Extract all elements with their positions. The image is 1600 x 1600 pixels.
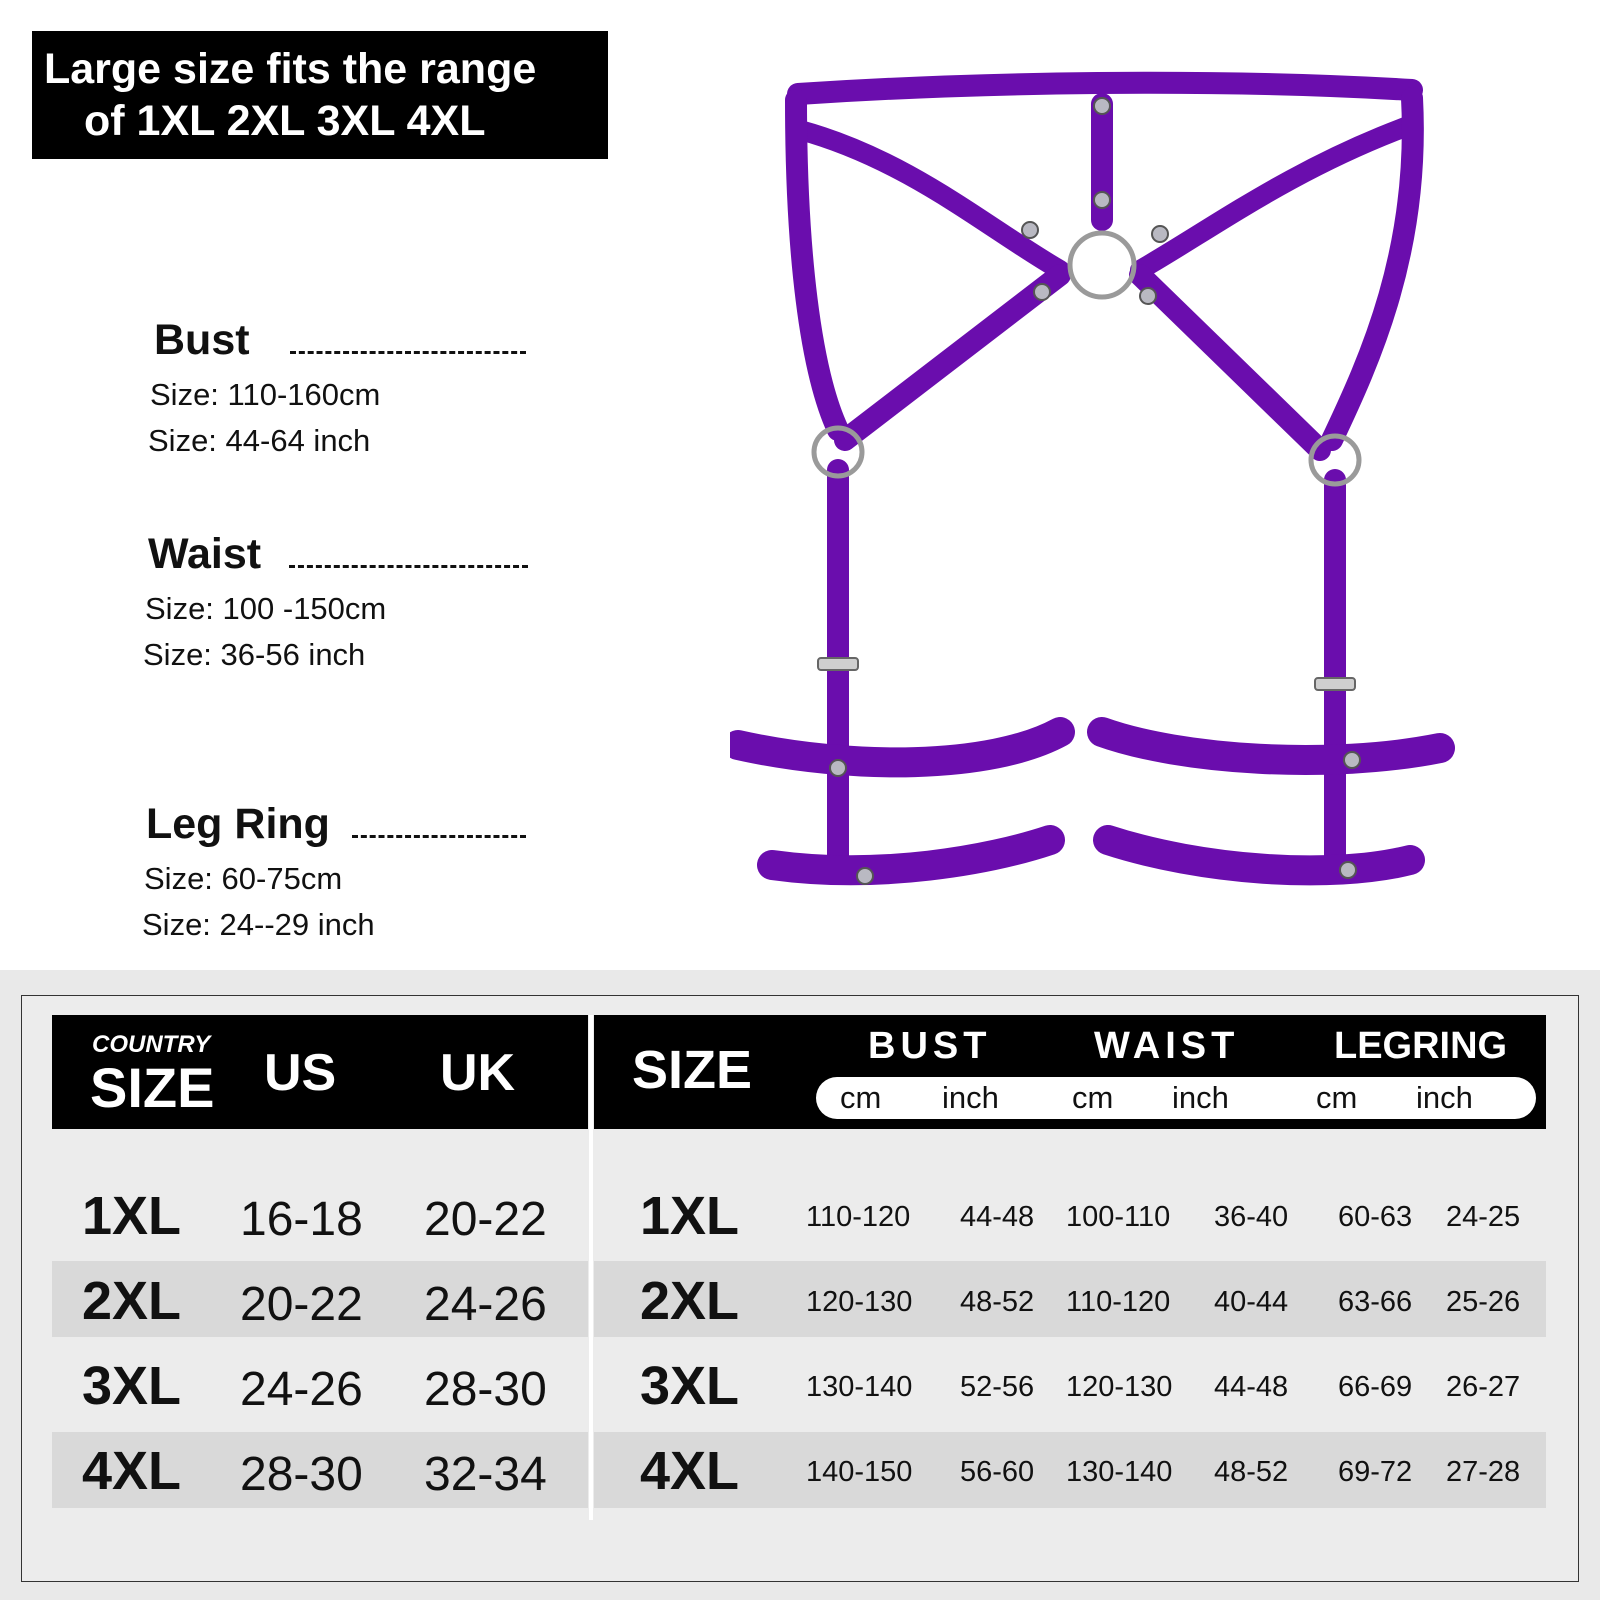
row-2-waist-inch: 40-44 [1214, 1286, 1289, 1318]
column-divider [589, 1015, 593, 1520]
row-4-waist-inch: 48-52 [1214, 1456, 1289, 1488]
row-3-waist-inch: 44-48 [1214, 1371, 1289, 1403]
unit-bust-cm: cm [840, 1080, 882, 1115]
leg-ring-title: Leg Ring [146, 800, 330, 848]
row-2-size-2: 2XL [640, 1271, 740, 1331]
row-3-bust-inch: 52-56 [960, 1371, 1035, 1403]
leg-ring-measurement [142, 800, 526, 948]
row-2-bust-cm: 120-130 [806, 1286, 913, 1318]
waist-measurement [143, 530, 528, 678]
row-1-uk: 20-22 [424, 1193, 547, 1246]
leg-ring-size-inch: Size: 24--29 inch [142, 907, 375, 942]
row-4-bust-inch: 56-60 [960, 1456, 1035, 1488]
row-2-leg-cm: 63-66 [1338, 1286, 1413, 1318]
waist-title: Waist [148, 530, 262, 578]
header-size-2: SIZE [632, 1040, 753, 1100]
row-3-size: 3XL [82, 1356, 182, 1416]
row-3-leg-inch: 26-27 [1446, 1371, 1521, 1403]
dashed-divider [352, 835, 526, 838]
unit-leg-cm: cm [1316, 1080, 1358, 1115]
leg-ring-size-cm: Size: 60-75cm [144, 861, 343, 896]
row-1-waist-cm: 100-110 [1066, 1201, 1171, 1233]
row-2-bust-inch: 48-52 [960, 1286, 1035, 1318]
row-1-size: 1XL [82, 1186, 182, 1246]
row-3-bust-cm: 130-140 [806, 1371, 913, 1403]
row-1-us: 16-18 [240, 1193, 363, 1246]
row-2-leg-inch: 25-26 [1446, 1286, 1521, 1318]
row-3-size-2: 3XL [640, 1356, 740, 1416]
banner-line-1: Large size fits the range [44, 45, 537, 93]
measurement-header [594, 1015, 1546, 1129]
row-4-size-2: 4XL [640, 1441, 740, 1501]
row-4-bust-cm: 140-150 [806, 1456, 913, 1488]
row-4-waist-cm: 130-140 [1066, 1456, 1173, 1488]
garter-harness-icon [730, 70, 1475, 920]
row-4-leg-cm: 69-72 [1338, 1456, 1413, 1488]
row-3-us: 24-26 [240, 1363, 363, 1416]
row-4-uk: 32-34 [424, 1448, 547, 1501]
row-1-size-2: 1XL [640, 1186, 740, 1246]
bust-size-cm: Size: 110-160cm [150, 377, 381, 412]
row-4-leg-inch: 27-28 [1446, 1456, 1521, 1488]
row-1-waist-inch: 36-40 [1214, 1201, 1289, 1233]
row-1-leg-cm: 60-63 [1338, 1201, 1413, 1233]
bust-size-inch: Size: 44-64 inch [148, 423, 371, 458]
row-4-us: 28-30 [240, 1448, 363, 1501]
row-4-size: 4XL [82, 1441, 182, 1501]
row-2-us: 20-22 [240, 1278, 363, 1331]
header-bust: BUST [868, 1025, 992, 1067]
row-2-size: 2XL [82, 1271, 182, 1331]
header-waist: WAIST [1094, 1025, 1240, 1067]
unit-waist-inch: inch [1172, 1080, 1229, 1115]
dashed-divider [289, 565, 528, 568]
unit-bust-inch: inch [942, 1080, 999, 1115]
row-2-uk: 24-26 [424, 1278, 547, 1331]
dashed-divider [290, 351, 526, 354]
banner-line-2: of 1XL 2XL 3XL 4XL [84, 97, 486, 145]
row-3-uk: 28-30 [424, 1363, 547, 1416]
row-3-leg-cm: 66-69 [1338, 1371, 1413, 1403]
waist-size-inch: Size: 36-56 inch [143, 637, 366, 672]
bust-title: Bust [154, 316, 250, 364]
bust-measurement [148, 316, 526, 464]
row-2-waist-cm: 110-120 [1066, 1286, 1171, 1318]
unit-waist-cm: cm [1072, 1080, 1114, 1115]
header-legring: LEGRING [1334, 1025, 1508, 1067]
row-1-bust-cm: 110-120 [806, 1201, 911, 1233]
units-pill [816, 1077, 1536, 1119]
waist-size-cm: Size: 100 -150cm [145, 591, 387, 626]
unit-leg-inch: inch [1416, 1080, 1473, 1115]
row-3-waist-cm: 120-130 [1066, 1371, 1173, 1403]
country-size-header [52, 1015, 588, 1129]
header-uk: UK [440, 1044, 516, 1102]
row-1-bust-inch: 44-48 [960, 1201, 1035, 1233]
header-country: COUNTRY [92, 1031, 211, 1058]
row-1-leg-inch: 24-25 [1446, 1201, 1521, 1233]
header-us: US [264, 1044, 337, 1102]
header-size: SIZE [90, 1056, 215, 1119]
size-range-banner [32, 31, 608, 159]
